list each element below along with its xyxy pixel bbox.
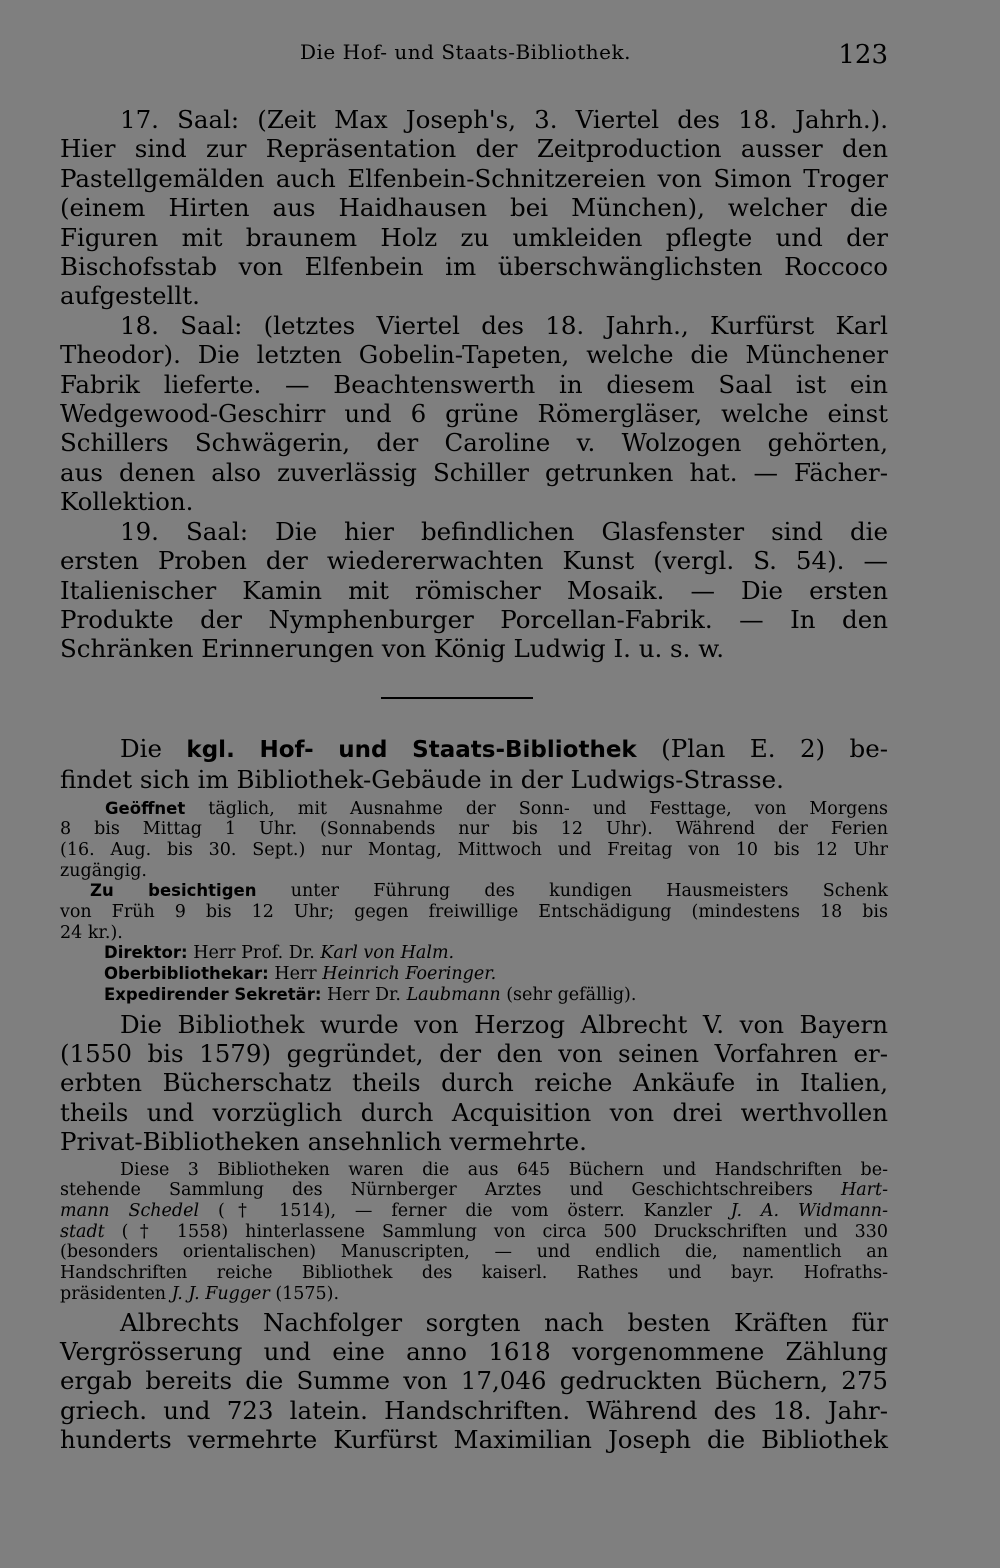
section-divider <box>381 697 533 699</box>
text-line: Privat-Bibliotheken ansehnlich vermehrte. <box>60 1127 587 1157</box>
collection-note <box>60 1160 888 1305</box>
text-line: 8 bis Mittag 1 Uhr. (Sonnabends nur bis 12 Uhr). Während der Ferien <box>60 819 888 840</box>
text-line: Diese 3 Bibliotheken waren die aus 645 Büchern und Handschriften be- <box>120 1159 888 1180</box>
saal-17-paragraph <box>60 105 888 311</box>
note-person-name: mann Schedel <box>60 1201 200 1221</box>
text-line: von Früh 9 bis 12 Uhr; gegen freiwillige Entschädigung (mindestens 18 bis <box>60 902 888 923</box>
note-person-name: Hart- <box>840 1180 888 1201</box>
page-number: 123 <box>838 40 888 70</box>
text-line <box>60 1222 888 1243</box>
library-name: kgl. Hof- und Staats-Bibliothek <box>186 736 637 763</box>
text-line: ergab bereits die Summe von 17,046 gedruckten Büchern, 275 <box>60 1366 888 1396</box>
library-intro-paragraph <box>60 734 888 795</box>
text-line: Bischofsstab von Elfenbein im überschwänglichsten Roccoco <box>60 252 888 282</box>
text-line: Figuren mit braunem Holz zu umkleiden pflegte und der <box>60 222 888 252</box>
text-line: Kollektion. <box>60 487 194 517</box>
text-line: Schillers Schwägerin, der Caroline v. Wolzogen gehörten, <box>60 428 888 458</box>
text-line <box>60 1284 888 1305</box>
text-line: Handschriften reiche Bibliothek des kaiserl. Rathes und bayr. Hofraths- <box>60 1263 888 1284</box>
text-line: hunderts vermehrte Kurfürst Maximilian Joseph die Bibliothek <box>60 1425 888 1455</box>
director-prefix: Herr Prof. Dr. <box>187 943 321 964</box>
note-text: († 1558) hinterlassene Sammlung von circa 500 Druckschriften und 330 <box>104 1221 888 1242</box>
text-line: zugängig. <box>60 860 147 881</box>
director-name: Karl von Halm. <box>320 943 455 964</box>
intro-suffix: (Plan E. 2) be- <box>636 733 888 763</box>
text-line: (besonders orientalischen) Manuscripten, — und endlich die, namentlich an <box>60 1242 888 1263</box>
text-line: Die Bibliothek wurde von Herzog Albrecht V. von Bayern <box>120 1009 888 1039</box>
secretary-suffix: (sehr gefällig). <box>500 984 637 1005</box>
secretary-name: Laubmann <box>406 984 501 1005</box>
secretary-line <box>104 985 888 1006</box>
text-line: Theodor). Die letzten Gobelin-Tapeten, welche die Münchener <box>60 340 888 370</box>
saal-18-paragraph <box>60 311 888 517</box>
text-line: 18. Saal: (letztes Viertel des 18. Jahrh., Kurfürst Karl <box>120 310 888 340</box>
chief-librarian-label: Oberbibliothekar: <box>104 964 269 984</box>
text-line: Albrechts Nachfolger sorgten nach besten Kräften für <box>120 1307 888 1337</box>
text-line: 24 kr.). <box>60 922 123 943</box>
note-person-name: stadt <box>60 1221 105 1242</box>
note-text: (1575). <box>269 1283 340 1304</box>
text-line: (einem Hirten aus Haidhausen bei München), welcher die <box>60 193 888 223</box>
opening-text: täglich, mit Ausnahme der Sonn- und Festtage, von Morgens <box>185 798 888 819</box>
text-line: findet sich im Bibliothek-Gebäude in der Ludwigs-Strasse. <box>60 765 784 795</box>
chief-librarian-name: Heinrich Foeringer. <box>322 964 497 985</box>
text-line <box>60 1201 888 1222</box>
text-line: Fabrik lieferte. — Beachtenswerth in diesem Saal ist ein <box>60 369 888 399</box>
text-line: griech. und 723 latein. Handschriften. Während des 18. Jahr- <box>60 1395 888 1425</box>
director-line <box>104 943 888 964</box>
visit-text: unter Führung des kundigen Hausmeisters Schenk <box>256 881 888 902</box>
text-line <box>60 734 888 765</box>
text-line <box>60 1180 888 1201</box>
visit-label: Zu besichtigen <box>90 881 257 901</box>
text-line: Produkte der Nymphenburger Porcellan-Fabrik. — In den <box>60 604 888 634</box>
text-line: 19. Saal: Die hier befindlichen Glasfenster sind die <box>120 516 888 546</box>
book-page <box>60 40 888 1455</box>
text-line: theils und vorzüglich durch Acquisition von drei werthvollen <box>60 1097 888 1127</box>
text-line: ersten Proben der wiedererwachten Kunst (vergl. S. 54). — <box>60 546 888 576</box>
text-line: Hier sind zur Repräsentation der Zeitproduction ausser den <box>60 134 888 164</box>
note-person-name: J. J. Fugger <box>171 1283 270 1304</box>
successors-paragraph <box>60 1308 888 1455</box>
note-text: präsidenten <box>60 1283 172 1304</box>
text-line: Vergrösserung und eine anno 1618 vorgenommene Zählung <box>60 1336 888 1366</box>
note-text: († 1514), — ferner die vom österr. Kanzler <box>199 1201 731 1221</box>
text-line <box>60 799 888 820</box>
visiting-block <box>60 881 888 943</box>
text-line: Italienischer Kamin mit römischer Mosaik. — Die ersten <box>60 575 888 605</box>
secretary-prefix: Herr Dr. <box>321 984 407 1005</box>
text-line: 17. Saal: (Zeit Max Joseph's, 3. Viertel des 18. Jahrh.). <box>120 105 888 134</box>
note-text: stehende Sammlung des Nürnberger Arztes und Geschichtschreibers <box>60 1180 841 1201</box>
director-label: Direktor: <box>104 943 188 963</box>
text-line: aus denen also zuverlässig Schiller getrunken hat. — Fächer- <box>60 457 888 487</box>
saal-19-paragraph <box>60 517 888 664</box>
text-line: (1550 bis 1579) gegründet, der den von seinen Vorfahren er- <box>60 1038 888 1068</box>
text-line: (16. Aug. bis 30. Sept.) nur Montag, Mittwoch und Freitag von 10 bis 12 Uhr <box>60 839 888 860</box>
opening-hours-block <box>60 799 888 882</box>
staff-block <box>60 943 888 1005</box>
text-line: aufgestellt. <box>60 281 200 311</box>
text-line <box>60 881 888 902</box>
text-line: Schränken Erinnerungen von König Ludwig I. u. s. w. <box>60 634 725 664</box>
chief-librarian-line <box>104 964 888 985</box>
text-line: Pastellgemälden auch Elfenbein-Schnitzereien von Simon Troger <box>60 163 888 193</box>
secretary-label: Expedirender Sekretär: <box>104 984 322 1004</box>
chief-librarian-prefix: Herr <box>268 964 323 985</box>
note-person-name: J. A. Widmann- <box>730 1201 888 1221</box>
text-line: erbten Bücherschatz theils durch reiche Ankäufe in Italien, <box>60 1068 888 1098</box>
running-title: Die Hof- und Staats-Bibliothek. <box>300 40 631 64</box>
text-line: Wedgewood-Geschirr und 6 grüne Römergläser, welche einst <box>60 399 888 429</box>
opening-label: Geöffnet <box>105 798 186 818</box>
intro-prefix: Die <box>120 733 187 763</box>
history-paragraph <box>60 1010 888 1157</box>
page-header <box>60 40 888 88</box>
